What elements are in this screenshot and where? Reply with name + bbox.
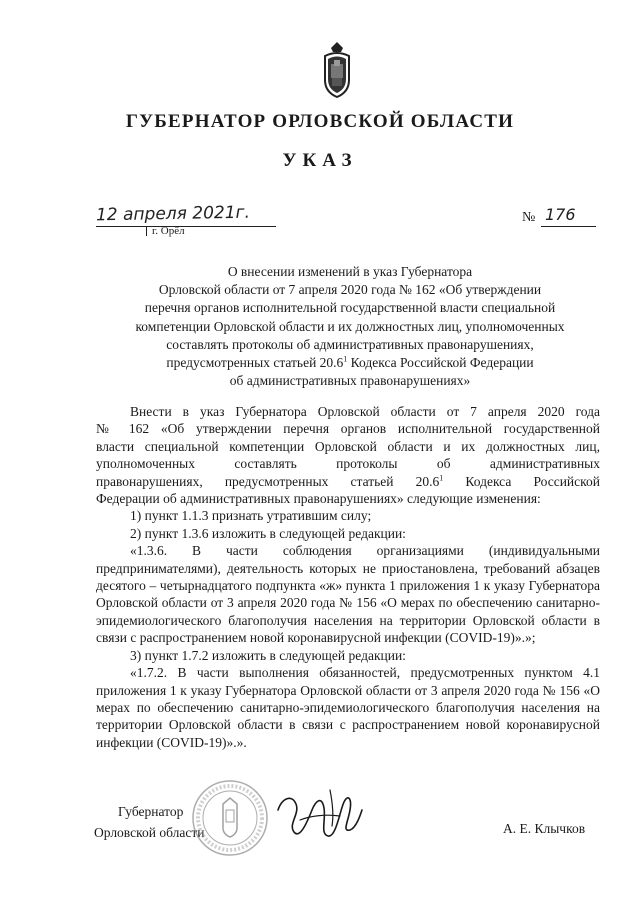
subject-line: перечня органов исполнительной государственной власти специальной [144, 300, 556, 316]
body-line: правонарушениях, предусмотренных статьей 20.6$^1$ Кодекса Российской [96, 473, 600, 489]
official-seal-icon [190, 778, 270, 858]
body-line: Федерации об административных правонарушениях» следующие изменения: [96, 491, 541, 507]
subject-line: составлять протоколы об административных правонарушениях, [166, 336, 534, 352]
number-underline [541, 226, 596, 227]
document-type: УКАЗ [282, 150, 358, 171]
body-line: власти специальной компетенции Орловской области и их должностных лиц, [96, 438, 600, 454]
subject-line: О внесении изменений в указ Губернатора [227, 264, 473, 279]
subject-line: об административных правонарушениях» [229, 373, 471, 389]
handwritten-signature-icon [270, 780, 365, 850]
body-line: Внести в указ Губернатора Орловской области от 7 апреля 2020 года [130, 404, 600, 419]
amendment-quote: «1.3.6. В части соблюдения организациями (индивидуальными предпринимателями), деятельность которых не приостановлена, требований абзацев десятого – четырнадцатого подпункта «ж» пункта 1 приложения 1 к указу Губернатора Орловской области от 3 апреля 2020 года № 156 «О мерах по обеспечению санитарно-эпидемиологического благополучия населения на территории Орловской области в связи с распространением новой коронавирусной инфекции (COVID-19)».»; [96, 543, 600, 646]
signatory-title: Губернатор Орловской области [94, 804, 205, 840]
amendment-quote: «1.7.2. В части выполнения обязанностей, предусмотренных пунктом 4.1 приложения 1 к указу Губернатора Орловской области от 3 апреля 2020 года № 156 «О мерах по обеспечению санитарно-эпидемиологического благополучия населения на территории Орловской области в связи с распространением новой коронавирусной инфекции (COVID-19)».». [96, 665, 600, 750]
amendment-item: 3) пункт 1.7.2 изложить в следующей редакции: [130, 647, 406, 663]
amendment-item: 1) пункт 1.1.3 признать утратившим силу; [130, 508, 372, 524]
coat-of-arms-icon [321, 40, 353, 98]
subject-line: предусмотренных статьей 20.6$^1$ Кодекса Российской Федерации [166, 354, 534, 371]
document-city: г. Орёл [152, 225, 185, 237]
amendment-item: 2) пункт 1.3.6 изложить в следующей редакции: [130, 525, 406, 541]
document-date: 12 апреля 2021г. [95, 202, 251, 226]
date-underline [96, 226, 276, 227]
document-subject [100, 263, 600, 390]
date-divider [146, 226, 147, 236]
body-line: уполномоченных составлять протоколы об административных [96, 456, 600, 472]
subject-line: компетенции Орловской области и их должностных лиц, уполномоченных [135, 318, 565, 334]
subject-line: Орловской области от 7 апреля 2020 года № 162 «Об утверждении [158, 282, 542, 298]
number-sign: № [522, 210, 536, 225]
signatory-name: А. Е. Клычков [503, 821, 586, 836]
body-line: № 162 «Об утверждении перечня органов исполнительной государственной [96, 421, 600, 437]
document-body [96, 403, 600, 751]
document-number: 176 [545, 205, 576, 224]
issuing-authority: ГУБЕРНАТОР ОРЛОВСКОЙ ОБЛАСТИ [125, 111, 515, 132]
